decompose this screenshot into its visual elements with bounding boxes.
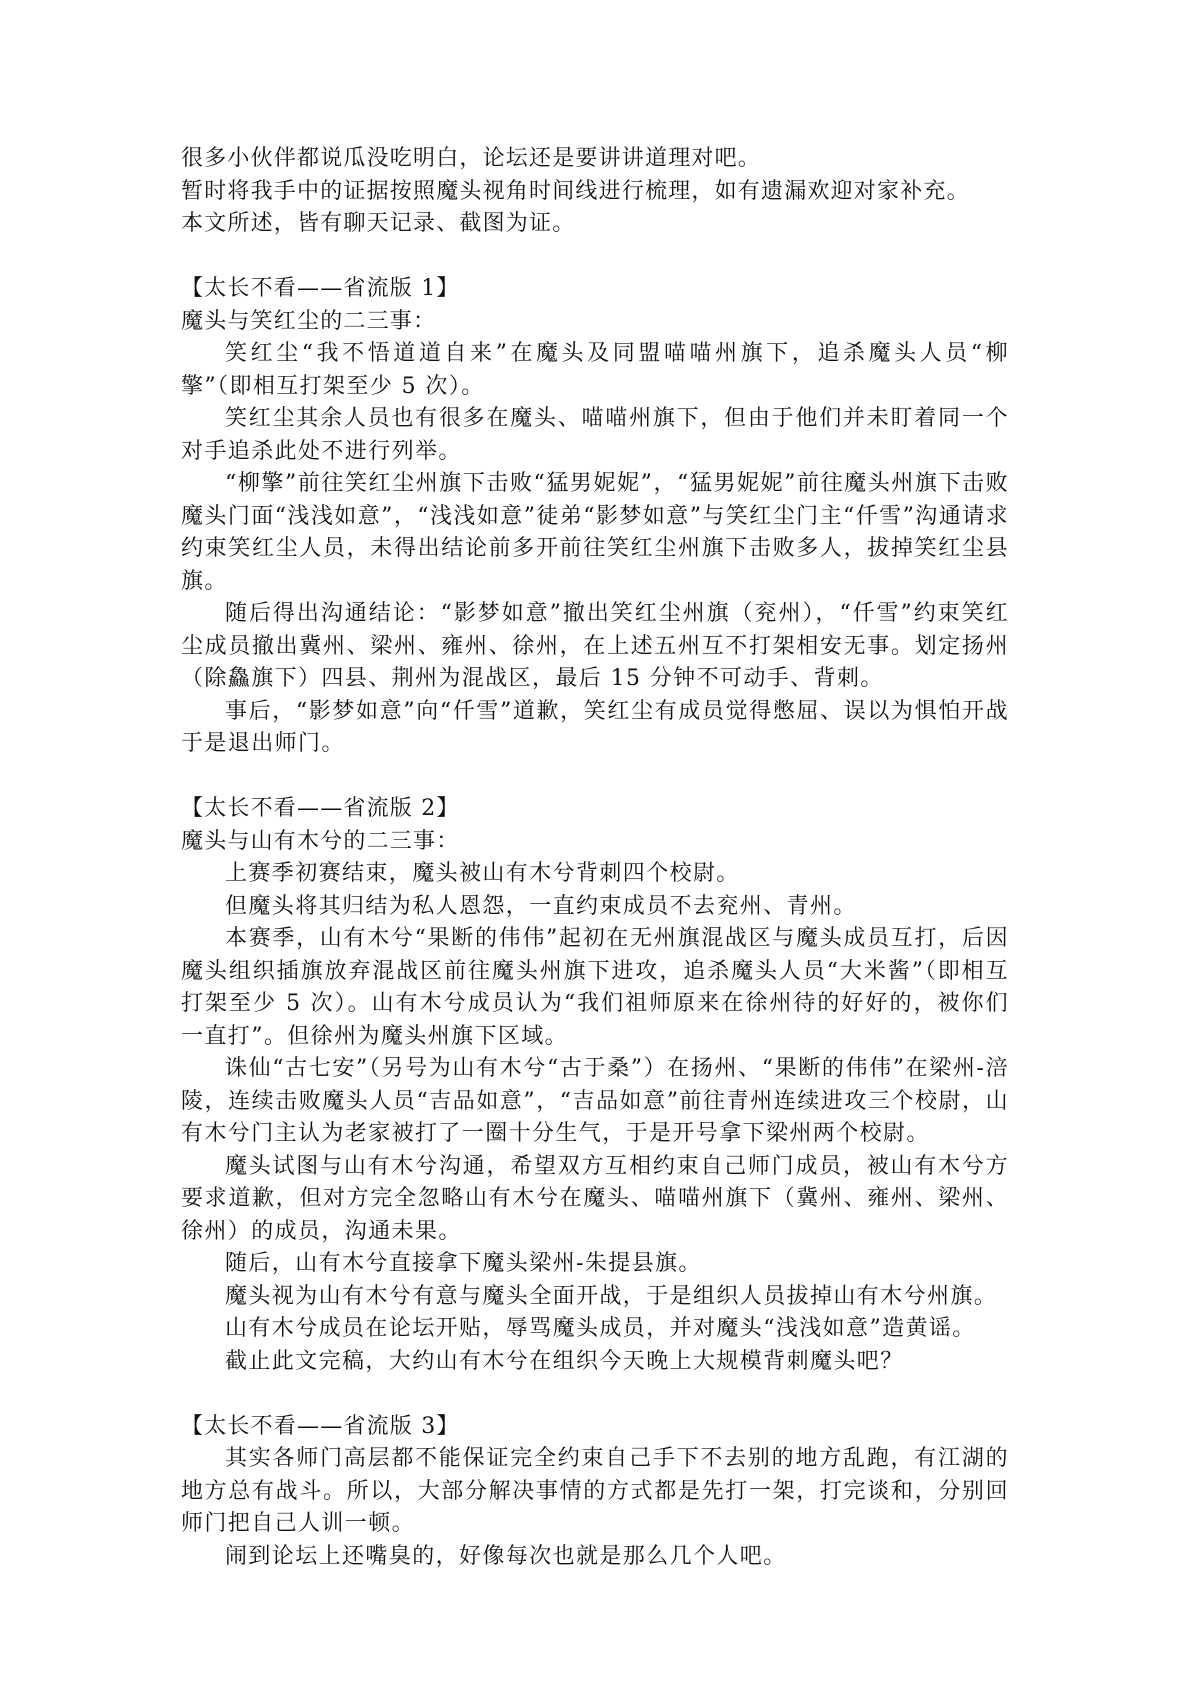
- document-body: [181, 143, 1009, 1573]
- paragraph: 事后，“影梦如意”向“仟雪”道歉，笑红尘有成员觉得憋屈、误以为惧怕开战于是退出师门。: [181, 698, 1009, 756]
- paragraph: 魔头试图与山有木兮沟通，希望双方互相约束自己师门成员，被山有木兮方要求道歉，但对方完全忽略山有木兮在魔头、喵喵州旗下（冀州、雍州、梁州、徐州）的成员，沟通未果。: [181, 1153, 1009, 1244]
- paragraph: 随后得出沟通结论：“影梦如意”撤出笑红尘州旗（兖州），“仟雪”约束笑红尘成员撤出冀州、梁州、雍州、徐州，在上述五州互不打架相安无事。划定扬州（除鱻旗下）四县、荆州为混战区，最后 15 分钟不可动手、背刺。: [181, 601, 1009, 691]
- paragraph: “柳擎”前往笑红尘州旗下击败“猛男妮妮”，“猛男妮妮”前往魔头州旗下击败魔头门面“浅浅如意”，“浅浅如意”徒弟“影梦如意”与笑红尘门主“仟雪”沟通请求约束笑红尘人员，未得出结论前多开前往笑红尘州旗下击败多人，拔掉笑红尘县旗。: [181, 471, 1009, 594]
- section-2: [181, 793, 1009, 1378]
- paragraph: 笑红尘其余人员也有很多在魔头、喵喵州旗下，但由于他们并未盯着同一个对手追杀此处不进行列举。: [181, 406, 1009, 464]
- intro-line: 暂时将我手中的证据按照魔头视角时间线进行梳理，如有遗漏欢迎对家补充。: [181, 178, 970, 204]
- section-subtitle: 魔头与山有木兮的二三事：: [181, 828, 460, 854]
- intro-line: 本文所述，皆有聊天记录、截图为证。: [181, 211, 576, 236]
- paragraph: 笑红尘“我不悟道道自来”在魔头及同盟喵喵州旗下，追杀魔头人员“柳擎”（即相互打架至少 5 次）。: [181, 341, 1009, 399]
- section-title: 【太长不看——省流版 2】: [181, 796, 460, 821]
- paragraph: 其实各师门高层都不能保证完全约束自己手下不去别的地方乱跑，有江湖的地方总有战斗。所以，大部分解决事情的方式都是先打一架，打完谈和，分别回师门把自己人训一顿。: [181, 1446, 1009, 1536]
- section-1: [181, 273, 1009, 761]
- paragraph: 但魔头将其归结为私人恩怨，一直约束成员不去兖州、青州。: [225, 893, 857, 919]
- section-title: 【太长不看——省流版 3】: [181, 1413, 460, 1439]
- paragraph: 随后，山有木兮直接拿下魔头梁州-朱提县旗。: [225, 1251, 702, 1276]
- paragraph: 山有木兮成员在论坛开贴，辱骂魔头成员，并对魔头“浅浅如意”造黄谣。: [225, 1316, 976, 1341]
- paragraph: 诛仙“古七安”（另号为山有木兮“古于桑”）在扬州、“果断的伟伟”在梁州-涪陵，连续击败魔头人员“吉品如意”，“吉品如意”前往青州连续进攻三个校尉，山有木兮门主认为老家被打了一圈十分生气，于是开号拿下梁州两个校尉。: [181, 1056, 1009, 1146]
- paragraph: 闹到论坛上还嘴臭的，好像每次也就是那么几个人吧。: [225, 1543, 787, 1569]
- section-title: 【太长不看——省流版 1】: [181, 276, 460, 301]
- paragraph: 本赛季，山有木兮“果断的伟伟”起初在无州旗混战区与魔头成员互打，后因魔头组织插旗放弃混战区前往魔头州旗下进攻，追杀魔头人员“大米酱”（即相互打架至少 5 次）。山有木兮成员认为“我们祖师原来在徐州待的好好的，被你们一直打”。但徐州为魔头州旗下区域。: [181, 926, 1009, 1049]
- paragraph: 上赛季初赛结束，魔头被山有木兮背刺四个校尉。: [225, 861, 740, 886]
- paragraph: 魔头视为山有木兮有意与魔头全面开战，于是组织人员拔掉山有木兮州旗。: [225, 1283, 998, 1309]
- paragraph: 截止此文完稿，大约山有木兮在组织今天晚上大规模背刺魔头吧？: [225, 1348, 904, 1374]
- section-3: [181, 1411, 1009, 1574]
- intro-line: 很多小伙伴都说瓜没吃明白，论坛还是要讲讲道理对吧。: [181, 146, 762, 171]
- section-subtitle: 魔头与笑红尘的二三事：: [181, 308, 437, 334]
